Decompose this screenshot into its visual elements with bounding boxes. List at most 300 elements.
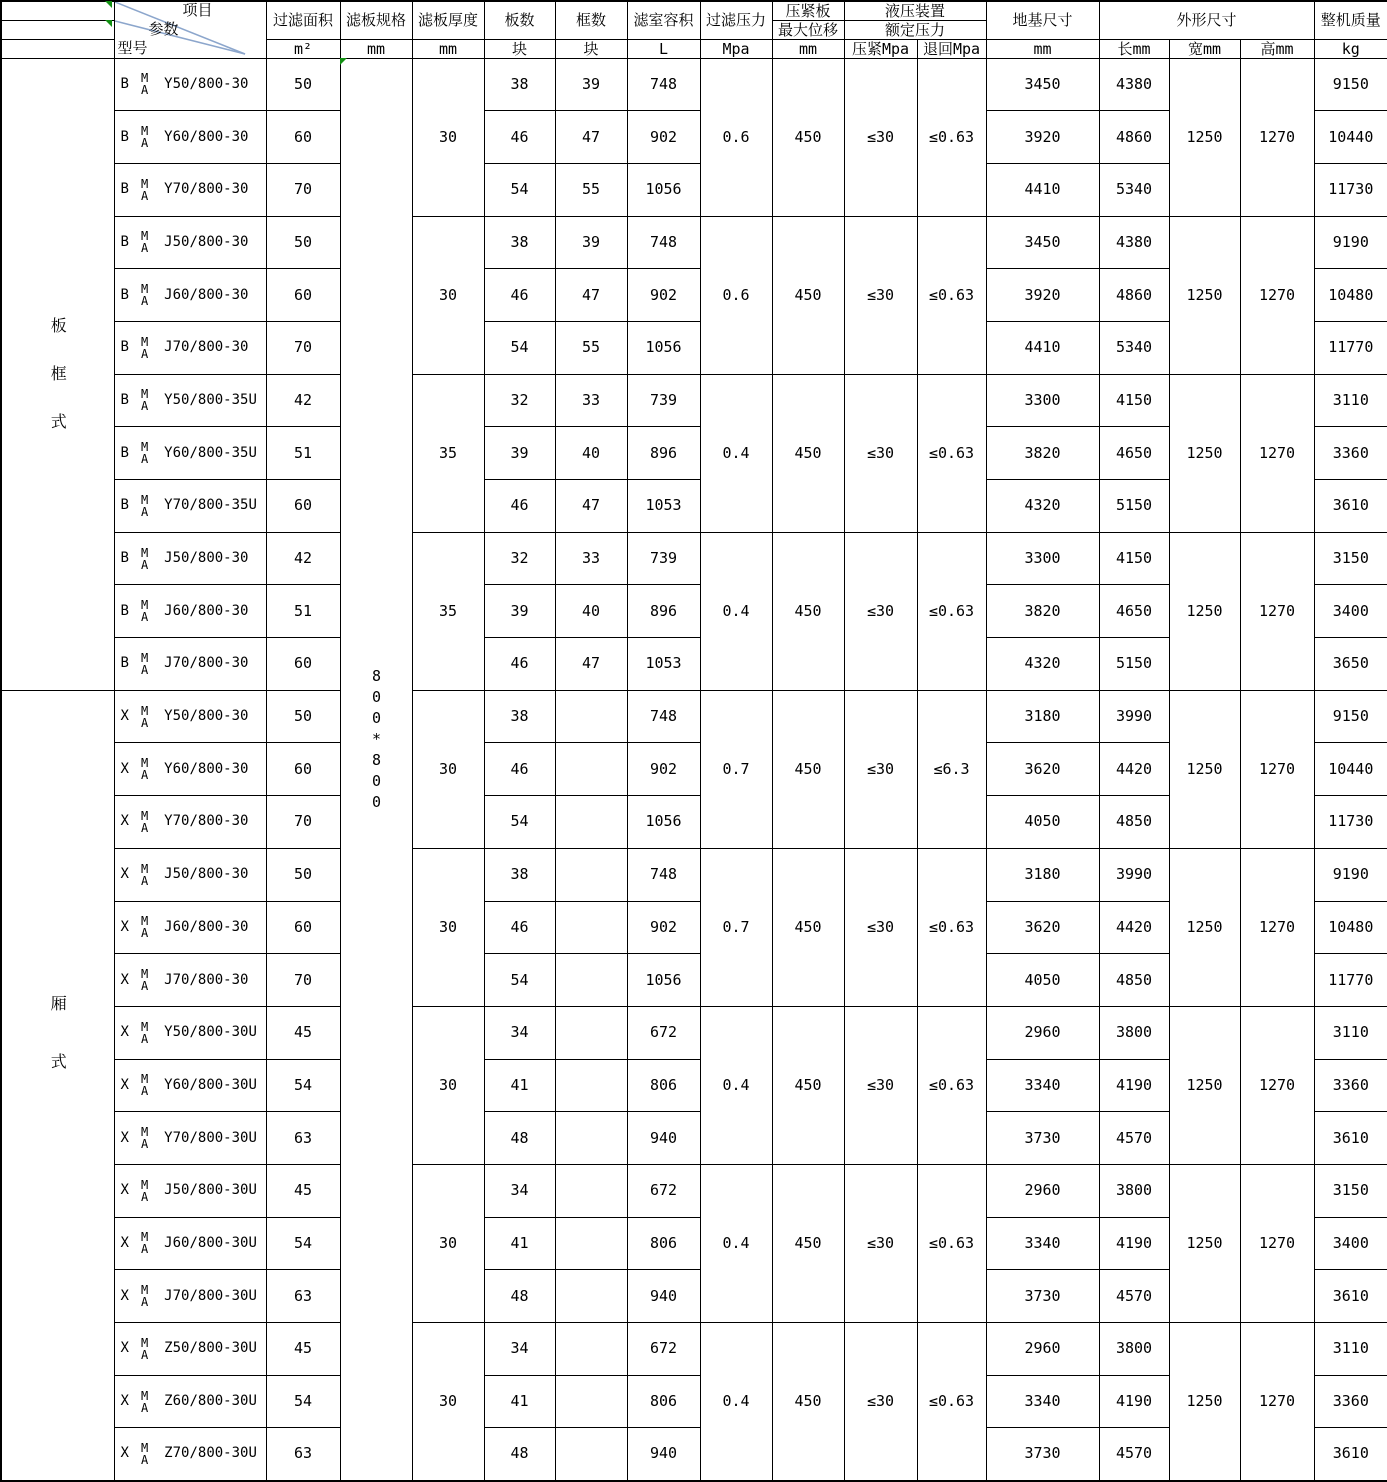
area-cell: 50	[266, 58, 340, 111]
model-stack-top: M	[140, 1335, 149, 1350]
model-cell	[114, 480, 266, 533]
unit-plates: 块	[484, 39, 555, 58]
displacement-cell: 450	[772, 1164, 844, 1322]
model-stack-top: M	[140, 334, 149, 349]
model-stack-bottom: A	[140, 1084, 149, 1099]
col-header-area: 过滤面积	[266, 1, 340, 39]
volume-cell: 672	[627, 1006, 700, 1059]
area-cell: 60	[266, 638, 340, 691]
volume-cell: 896	[627, 585, 700, 638]
table-row	[1, 374, 1387, 427]
model-prefix: B	[120, 339, 129, 356]
return-rated-cell: ≤0.63	[917, 848, 986, 1006]
displacement-cell: 450	[772, 1323, 844, 1481]
plates-cell: 54	[484, 796, 555, 849]
foundation-cell: 3920	[986, 269, 1099, 322]
volume-cell: 748	[627, 58, 700, 111]
length-cell: 3990	[1099, 690, 1169, 743]
frames-cell	[555, 1217, 627, 1270]
plates-cell: 48	[484, 1428, 555, 1481]
press-rated-cell: ≤30	[844, 1006, 917, 1164]
pressure-cell: 0.4	[700, 1164, 772, 1322]
table-row	[1, 1164, 1387, 1217]
model-stack-bottom: A	[140, 1452, 149, 1467]
length-cell: 4860	[1099, 269, 1169, 322]
foundation-cell: 3300	[986, 374, 1099, 427]
foundation-cell: 4320	[986, 480, 1099, 533]
model-prefix: X	[120, 971, 129, 988]
model-name	[115, 968, 266, 992]
model-stack	[141, 1126, 148, 1150]
model-name	[115, 863, 266, 887]
col-header-spec: 滤板规格	[340, 1, 412, 39]
model-stack-top: M	[140, 124, 149, 139]
volume-cell: 902	[627, 111, 700, 164]
displacement-cell: 450	[772, 58, 844, 216]
weight-cell: 11770	[1314, 954, 1387, 1007]
area-cell: 60	[266, 743, 340, 796]
length-cell: 4190	[1099, 1217, 1169, 1270]
model-cell	[114, 1112, 266, 1165]
foundation-cell: 2960	[986, 1164, 1099, 1217]
weight-cell: 11730	[1314, 796, 1387, 849]
model-name	[115, 705, 266, 729]
model-prefix: X	[120, 1287, 129, 1304]
model-stack	[141, 125, 148, 149]
foundation-cell: 3340	[986, 1375, 1099, 1428]
table-row	[1, 58, 1387, 111]
weight-cell: 3400	[1314, 585, 1387, 638]
width-cell: 1250	[1169, 690, 1240, 848]
plates-cell: 54	[484, 321, 555, 374]
foundation-cell: 2960	[986, 1323, 1099, 1376]
model-stack-top: M	[140, 1019, 149, 1034]
area-cell: 60	[266, 901, 340, 954]
plates-cell: 46	[484, 901, 555, 954]
volume-cell: 739	[627, 374, 700, 427]
corner-blank-2	[1, 20, 114, 39]
weight-cell: 3150	[1314, 532, 1387, 585]
height-cell: 1270	[1240, 374, 1314, 532]
model-stack-bottom: A	[140, 346, 149, 361]
model-stack-top: M	[140, 1072, 149, 1087]
model-stack	[141, 336, 148, 360]
weight-cell: 10440	[1314, 743, 1387, 796]
frames-cell	[555, 954, 627, 1007]
col-header-plates: 板数	[484, 1, 555, 39]
model-name	[115, 547, 266, 571]
weight-cell: 9150	[1314, 690, 1387, 743]
model-cell	[114, 954, 266, 1007]
displacement-cell: 450	[772, 216, 844, 374]
model-stack	[141, 968, 148, 992]
press-rated-cell: ≤30	[844, 58, 917, 216]
model-stack-bottom: A	[140, 768, 149, 783]
length-cell: 4190	[1099, 1059, 1169, 1112]
foundation-cell: 3820	[986, 585, 1099, 638]
diagonal-header	[114, 1, 266, 58]
col-header-hydraulic: 液压装置	[844, 1, 986, 20]
model-number: Z70/800-30U	[164, 1445, 257, 1462]
displacement-cell: 450	[772, 532, 844, 690]
thickness-cell: 35	[412, 532, 484, 690]
plate-spec-vertical: 800*800	[367, 666, 386, 814]
area-cell: 54	[266, 1375, 340, 1428]
area-cell: 51	[266, 585, 340, 638]
frames-cell: 40	[555, 585, 627, 638]
model-name	[115, 494, 266, 518]
length-cell: 3800	[1099, 1323, 1169, 1376]
length-cell: 5340	[1099, 321, 1169, 374]
foundation-cell: 3340	[986, 1217, 1099, 1270]
displacement-cell: 450	[772, 1006, 844, 1164]
model-number: Y60/800-30U	[164, 1076, 257, 1093]
model-name	[115, 1337, 266, 1361]
model-prefix: X	[120, 1024, 129, 1041]
unit-height: 高mm	[1240, 39, 1314, 58]
weight-cell: 3610	[1314, 1428, 1387, 1481]
model-stack-bottom: A	[140, 715, 149, 730]
area-cell: 70	[266, 954, 340, 1007]
unit-width: 宽mm	[1169, 39, 1240, 58]
width-cell: 1250	[1169, 848, 1240, 1006]
length-cell: 4850	[1099, 796, 1169, 849]
model-stack-top: M	[140, 650, 149, 665]
model-stack	[141, 230, 148, 254]
section-cell	[1, 58, 114, 690]
model-name	[115, 283, 266, 307]
model-stack-top: M	[140, 1230, 149, 1245]
model-number: J60/800-30	[164, 286, 249, 303]
unit-press: 压紧Mpa	[844, 39, 917, 58]
frames-cell	[555, 1375, 627, 1428]
foundation-cell: 3620	[986, 901, 1099, 954]
thickness-cell: 30	[412, 848, 484, 1006]
model-stack-bottom: A	[140, 1242, 149, 1257]
model-number: Z60/800-30U	[164, 1393, 257, 1410]
width-cell: 1250	[1169, 216, 1240, 374]
model-stack	[141, 1073, 148, 1097]
model-prefix: B	[120, 655, 129, 672]
weight-cell: 3360	[1314, 1375, 1387, 1428]
height-cell: 1270	[1240, 848, 1314, 1006]
area-cell: 51	[266, 427, 340, 480]
plates-cell: 38	[484, 690, 555, 743]
weight-cell: 3610	[1314, 1270, 1387, 1323]
model-prefix: X	[120, 1445, 129, 1462]
model-stack-bottom: A	[140, 504, 149, 519]
pressure-cell: 0.7	[700, 690, 772, 848]
table-row	[1, 1323, 1387, 1376]
volume-cell: 672	[627, 1323, 700, 1376]
foundation-cell: 3450	[986, 58, 1099, 111]
model-number: J70/800-30	[164, 971, 249, 988]
plates-cell: 54	[484, 163, 555, 216]
model-stack	[141, 1179, 148, 1203]
model-prefix: B	[120, 602, 129, 619]
model-name	[115, 388, 266, 412]
weight-cell: 11770	[1314, 321, 1387, 374]
weight-cell: 3110	[1314, 374, 1387, 427]
thickness-cell: 30	[412, 1164, 484, 1322]
plates-cell: 46	[484, 111, 555, 164]
displacement-cell: 450	[772, 374, 844, 532]
volume-cell: 1053	[627, 638, 700, 691]
model-stack	[141, 1337, 148, 1361]
table-row	[1, 690, 1387, 743]
weight-cell: 3360	[1314, 427, 1387, 480]
model-cell	[114, 58, 266, 111]
thickness-cell: 30	[412, 1323, 484, 1481]
table-row	[1, 848, 1387, 901]
model-name	[115, 1179, 266, 1203]
model-number: Y60/800-30	[164, 760, 249, 777]
model-stack-bottom: A	[140, 1031, 149, 1046]
model-stack	[141, 283, 148, 307]
press-rated-cell: ≤30	[844, 1164, 917, 1322]
model-cell	[114, 1217, 266, 1270]
model-prefix: X	[120, 1076, 129, 1093]
model-name	[115, 230, 266, 254]
foundation-cell: 3340	[986, 1059, 1099, 1112]
length-cell: 4860	[1099, 111, 1169, 164]
model-number: Y70/800-30	[164, 813, 249, 830]
area-cell: 50	[266, 848, 340, 901]
length-cell: 4190	[1099, 1375, 1169, 1428]
thickness-cell: 30	[412, 58, 484, 216]
comment-marker-icon	[340, 58, 347, 65]
model-stack-bottom: A	[140, 188, 149, 203]
corner-label-param: 参数	[148, 20, 179, 38]
volume-cell: 902	[627, 269, 700, 322]
foundation-cell: 4410	[986, 163, 1099, 216]
unit-displacement: mm	[772, 39, 844, 58]
length-cell: 3800	[1099, 1006, 1169, 1059]
col-header-pressplate: 压紧板	[772, 1, 844, 20]
model-number: Y60/800-30	[164, 128, 249, 145]
volume-cell: 806	[627, 1059, 700, 1112]
model-stack	[141, 599, 148, 623]
weight-cell: 9190	[1314, 216, 1387, 269]
model-stack	[141, 1021, 148, 1045]
width-cell: 1250	[1169, 532, 1240, 690]
length-cell: 5340	[1099, 163, 1169, 216]
return-rated-cell: ≤0.63	[917, 1164, 986, 1322]
area-cell: 63	[266, 1428, 340, 1481]
foundation-cell: 3180	[986, 690, 1099, 743]
col-header-weight: 整机质量	[1314, 1, 1387, 39]
section-label: 板框式	[48, 317, 68, 462]
model-stack-top: M	[140, 756, 149, 771]
width-cell: 1250	[1169, 1164, 1240, 1322]
frames-cell	[555, 1270, 627, 1323]
model-stack-top: M	[140, 1177, 149, 1192]
model-cell	[114, 1006, 266, 1059]
model-stack-top: M	[140, 1440, 149, 1455]
model-cell	[114, 585, 266, 638]
frames-cell	[555, 1323, 627, 1376]
return-rated-cell: ≤0.63	[917, 1323, 986, 1481]
plates-cell: 38	[484, 848, 555, 901]
model-number: J60/800-30	[164, 602, 249, 619]
foundation-cell: 3300	[986, 532, 1099, 585]
model-cell	[114, 532, 266, 585]
model-stack-bottom: A	[140, 662, 149, 677]
foundation-cell: 2960	[986, 1006, 1099, 1059]
model-prefix: B	[120, 181, 129, 198]
model-stack	[141, 810, 148, 834]
volume-cell: 748	[627, 848, 700, 901]
model-stack	[141, 757, 148, 781]
model-number: Y70/800-35U	[164, 497, 257, 514]
model-prefix: X	[120, 1182, 129, 1199]
model-number: J50/800-30	[164, 233, 249, 250]
unit-spec: mm	[340, 39, 412, 58]
model-prefix: X	[120, 1129, 129, 1146]
plates-cell: 41	[484, 1375, 555, 1428]
model-stack-top: M	[140, 492, 149, 507]
foundation-cell: 4050	[986, 954, 1099, 1007]
foundation-cell: 4050	[986, 796, 1099, 849]
model-prefix: X	[120, 1234, 129, 1251]
model-number: Y50/800-30	[164, 75, 249, 92]
model-stack	[141, 1231, 148, 1255]
weight-cell: 3150	[1314, 1164, 1387, 1217]
foundation-cell: 3920	[986, 111, 1099, 164]
area-cell: 42	[266, 532, 340, 585]
model-number: J50/800-30	[164, 866, 249, 883]
model-stack-top: M	[140, 598, 149, 613]
frames-cell: 47	[555, 269, 627, 322]
model-name	[115, 178, 266, 202]
model-stack-bottom: A	[140, 1347, 149, 1362]
model-stack	[141, 388, 148, 412]
model-number: J70/800-30	[164, 655, 249, 672]
press-rated-cell: ≤30	[844, 690, 917, 848]
plates-cell: 46	[484, 480, 555, 533]
plates-cell: 32	[484, 532, 555, 585]
model-cell	[114, 427, 266, 480]
frames-cell: 40	[555, 427, 627, 480]
frames-cell	[555, 1006, 627, 1059]
volume-cell: 806	[627, 1375, 700, 1428]
corner-label-item: 项目	[182, 1, 213, 19]
height-cell: 1270	[1240, 58, 1314, 216]
model-cell	[114, 1164, 266, 1217]
press-rated-cell: ≤30	[844, 374, 917, 532]
model-name	[115, 1073, 266, 1097]
model-name	[115, 1284, 266, 1308]
unit-weight: kg	[1314, 39, 1387, 58]
press-rated-cell: ≤30	[844, 532, 917, 690]
foundation-cell: 3180	[986, 848, 1099, 901]
plates-cell: 41	[484, 1059, 555, 1112]
weight-cell: 3110	[1314, 1323, 1387, 1376]
model-stack-top: M	[140, 440, 149, 455]
frames-cell	[555, 743, 627, 796]
model-cell	[114, 163, 266, 216]
section-label: 厢式	[48, 995, 68, 1112]
model-stack-bottom: A	[140, 610, 149, 625]
foundation-cell: 4320	[986, 638, 1099, 691]
model-name	[115, 1231, 266, 1255]
model-cell	[114, 216, 266, 269]
model-cell	[114, 1428, 266, 1481]
weight-cell: 10480	[1314, 269, 1387, 322]
area-cell: 45	[266, 1323, 340, 1376]
table-row	[1, 532, 1387, 585]
plates-cell: 34	[484, 1164, 555, 1217]
model-number: J50/800-30	[164, 550, 249, 567]
length-cell: 4650	[1099, 427, 1169, 480]
volume-cell: 902	[627, 901, 700, 954]
plates-cell: 41	[484, 1217, 555, 1270]
frames-cell: 55	[555, 163, 627, 216]
model-stack	[141, 1442, 148, 1466]
model-prefix: B	[120, 233, 129, 250]
volume-cell: 806	[627, 1217, 700, 1270]
length-cell: 4380	[1099, 216, 1169, 269]
table-row	[1, 216, 1387, 269]
model-name	[115, 810, 266, 834]
model-stack-bottom: A	[140, 873, 149, 888]
weight-cell: 9150	[1314, 58, 1387, 111]
model-stack	[141, 72, 148, 96]
volume-cell: 1053	[627, 480, 700, 533]
frames-cell: 33	[555, 532, 627, 585]
press-rated-cell: ≤30	[844, 1323, 917, 1481]
foundation-cell: 3730	[986, 1270, 1099, 1323]
return-rated-cell: ≤6.3	[917, 690, 986, 848]
model-number: J70/800-30U	[164, 1287, 257, 1304]
height-cell: 1270	[1240, 690, 1314, 848]
area-cell: 70	[266, 796, 340, 849]
section-cell	[1, 690, 114, 1480]
model-prefix: X	[120, 866, 129, 883]
height-cell: 1270	[1240, 1323, 1314, 1481]
model-prefix: X	[120, 708, 129, 725]
plates-cell: 34	[484, 1006, 555, 1059]
foundation-cell: 4410	[986, 321, 1099, 374]
area-cell: 60	[266, 111, 340, 164]
model-number: Y50/800-35U	[164, 391, 257, 408]
unit-foundation: mm	[986, 39, 1099, 58]
frames-cell: 55	[555, 321, 627, 374]
area-cell: 50	[266, 690, 340, 743]
weight-cell: 3610	[1314, 480, 1387, 533]
volume-cell: 1056	[627, 321, 700, 374]
plates-cell: 54	[484, 954, 555, 1007]
unit-thickness: mm	[412, 39, 484, 58]
volume-cell: 748	[627, 690, 700, 743]
header-row-1	[1, 1, 1387, 20]
model-number: Z50/800-30U	[164, 1340, 257, 1357]
weight-cell: 3610	[1314, 1112, 1387, 1165]
model-stack-top: M	[140, 229, 149, 244]
model-cell	[114, 111, 266, 164]
frames-cell	[555, 1059, 627, 1112]
length-cell: 4150	[1099, 532, 1169, 585]
thickness-cell: 30	[412, 1006, 484, 1164]
model-prefix: X	[120, 1340, 129, 1357]
model-stack-bottom: A	[140, 1189, 149, 1204]
col-header-frames: 框数	[555, 1, 627, 39]
model-stack-top: M	[140, 808, 149, 823]
corner-label-model: 型号	[117, 39, 148, 57]
pressure-cell: 0.7	[700, 848, 772, 1006]
area-cell: 63	[266, 1112, 340, 1165]
model-name	[115, 1021, 266, 1045]
